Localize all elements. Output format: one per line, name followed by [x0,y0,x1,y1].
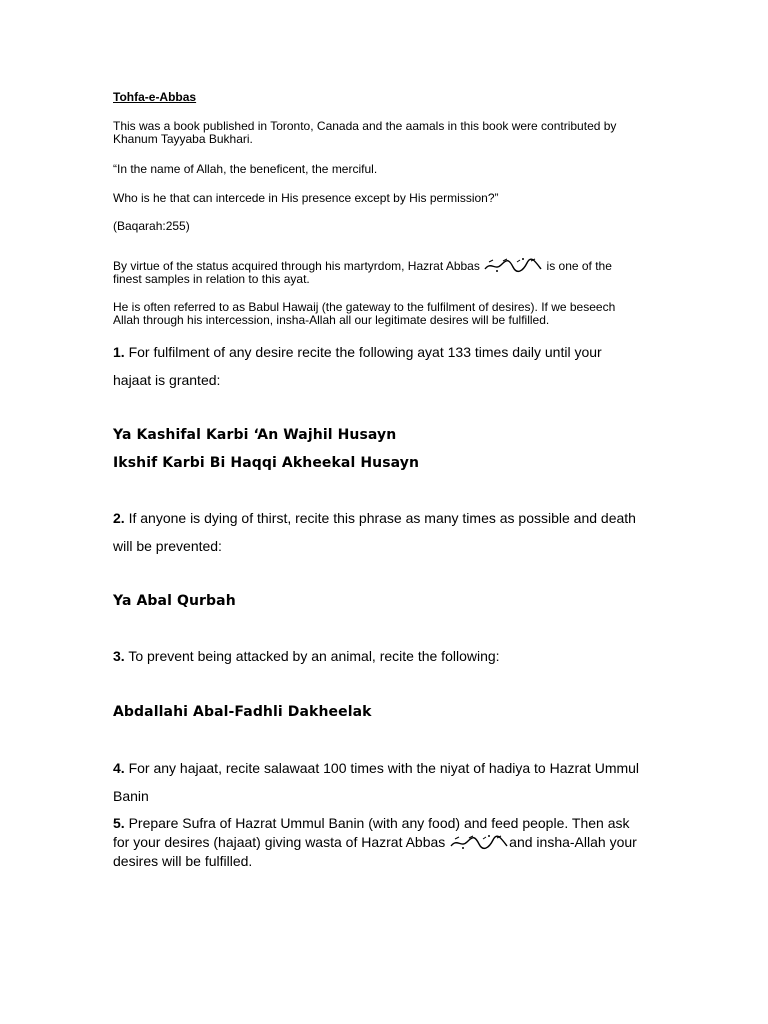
intro-paragraph: This was a book published in Toronto, Canada and the aamals in this book were contributed by Khanum Tayyaba Bukhari. [113,119,617,146]
arabic-calligraphy-icon [449,834,509,850]
item-4-text: For any hajaat, recite salawaat 100 times with the niyat of hadiya to Hazrat Ummul Banin [113,760,640,804]
item-2-number: 2. [113,510,125,526]
quran-reference: (Baqarah:255) [113,219,190,233]
item-1-number: 1. [113,344,125,360]
item-2 [113,504,643,560]
quote-line-1: “In the name of Allah, the beneficent, the merciful. [113,162,378,176]
phrase-1b: Ikshif Karbi Bi Haqqi Akheekal Husayn [113,455,420,471]
item-5 [113,814,643,871]
item-1 [113,338,643,394]
arabic-calligraphy-icon [483,257,543,273]
virtue-text-before: By virtue of the status acquired through his martyrdom, Hazrat Abbas [113,259,484,273]
item-3-number: 3. [113,648,125,664]
babul-hawaij-paragraph: He is often referred to as Babul Hawaij (the gateway to the fulfilment of desires). If we beseech Allah through his intercession, insha-Allah all our legitimate desires will be fulfilled. [113,300,616,327]
phrase-3: Abdallahi Abal-Fadhli Dakheelak [113,704,372,720]
item-3-text: To prevent being attacked by an animal, recite the following: [124,648,500,664]
item-1-text: For fulfilment of any desire recite the following ayat 133 times daily until your hajaat is granted: [113,344,602,388]
item-4-number: 4. [113,760,125,776]
virtue-paragraph [113,257,643,286]
item-5-text-before: Prepare Sufra of Hazrat Ummul Banin (with any food) and feed people. Then ask for your desires (hajaat) giving wasta of Hazrat Abbas [113,815,630,850]
item-2-text: If anyone is dying of thirst, recite this phrase as many times as possible and death will be prevented: [113,510,636,554]
item-5-number: 5. [113,815,125,831]
virtue-text-after: is one of the finest samples in relation to this ayat. [113,259,612,286]
quote-line-2: Who is he that can intercede in His presence except by His permission?” [113,191,499,205]
phrase-1a: Ya Kashifal Karbi ‘An Wajhil Husayn [113,427,397,443]
item-5-text-after: and insha-Allah your desires will be fulfilled. [113,834,637,869]
document-title: Tohfa-e-Abbas [113,90,197,104]
item-3 [113,642,653,670]
item-4 [113,754,643,810]
phrase-2: Ya Abal Qurbah [113,593,236,609]
